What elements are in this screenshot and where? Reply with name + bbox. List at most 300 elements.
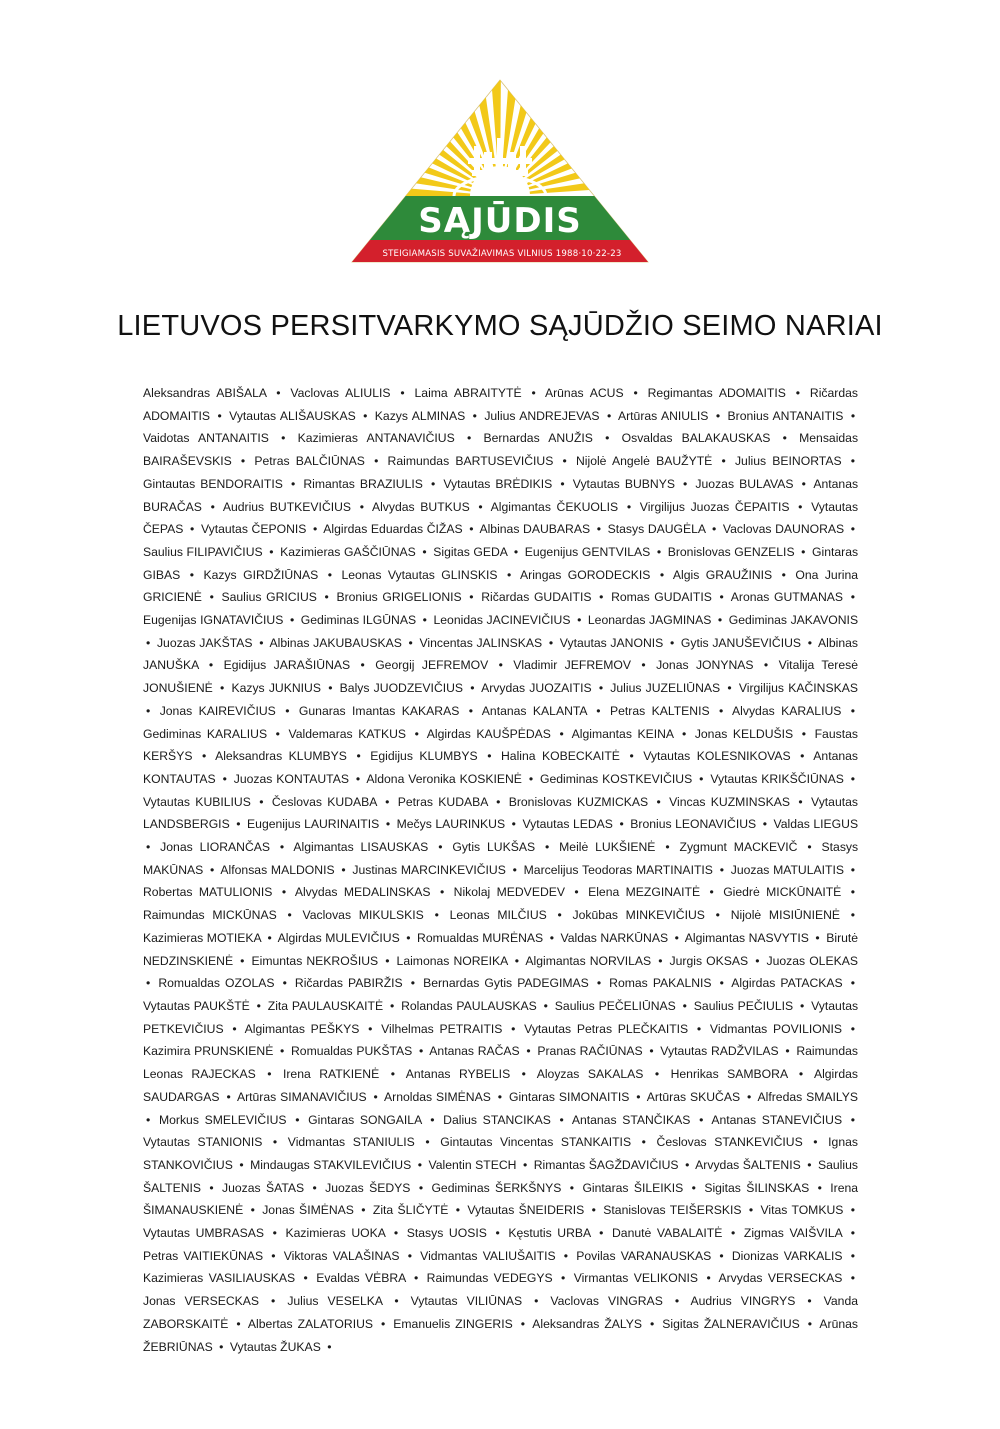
bullet-separator: • xyxy=(219,681,225,696)
bullet-separator: • xyxy=(285,703,290,718)
bullet-separator: • xyxy=(272,1226,277,1241)
bullet-separator: • xyxy=(598,681,604,696)
bullet-separator: • xyxy=(232,1021,237,1036)
bullet-separator: • xyxy=(259,794,264,809)
member-name: Gintaras ŠILEIKIS xyxy=(582,1180,684,1195)
member-name: Juozas MATULAITIS xyxy=(730,862,844,877)
member-name: Vytautas ČEPONIS xyxy=(200,522,307,537)
member-name: Albinas JAKUBAUSKAS xyxy=(269,635,402,650)
member-name: Ričardas PABIRŽIS xyxy=(294,976,403,991)
member-name: Henrikas SAMBORA xyxy=(670,1067,788,1082)
bullet-separator: • xyxy=(430,1112,435,1127)
bullet-separator: • xyxy=(209,1180,214,1195)
bullet-separator: • xyxy=(385,794,390,809)
bullet-separator: • xyxy=(511,1021,516,1036)
member-name: Antanas BURAČAS xyxy=(143,476,859,514)
bullet-separator: • xyxy=(748,1203,754,1218)
member-name: Vytautas ŠNEIDERIS xyxy=(467,1203,585,1218)
member-name: Petras KALTENIS xyxy=(609,703,710,718)
member-name: Vytautas LEDAS xyxy=(522,817,613,832)
member-name: Vytautas ČEPAS xyxy=(143,499,859,537)
member-name: Pranas RAČIŪNAS xyxy=(537,1044,643,1059)
bullet-separator: • xyxy=(731,1226,736,1241)
bullet-separator: • xyxy=(385,817,391,832)
bullet-separator: • xyxy=(210,862,215,877)
member-name: Bernardas Gytis PADEGIMAS xyxy=(423,976,589,991)
member-name: Bronislovas KUZMICKAS xyxy=(508,794,649,809)
member-name: Algimantas NORVILAS xyxy=(525,953,652,968)
bullet-separator: • xyxy=(850,976,856,991)
bullet-separator: • xyxy=(781,567,786,582)
member-name: Jonas JONYNAS xyxy=(656,658,754,673)
bullet-separator: • xyxy=(374,454,379,469)
bullet-separator: • xyxy=(719,862,724,877)
bullet-separator: • xyxy=(763,658,769,673)
member-name: Vytautas RADŽVILAS xyxy=(660,1044,779,1059)
bullet-separator: • xyxy=(817,1180,822,1195)
member-name: Alvydas BUTKUS xyxy=(371,499,470,514)
member-name: Vladimir JEFREMOV xyxy=(513,658,632,673)
bullet-separator: • xyxy=(715,908,720,923)
member-name: Eugenijas IGNATAVIČIUS xyxy=(143,613,284,628)
bullet-separator: • xyxy=(719,590,724,605)
bullet-separator: • xyxy=(559,1112,564,1127)
member-name: Gytis LUKŠAS xyxy=(452,840,536,855)
bullet-separator: • xyxy=(629,749,634,764)
member-name: Mečys LAURINKUS xyxy=(396,817,506,832)
bullet-separator: • xyxy=(699,771,704,786)
bullet-separator: • xyxy=(295,1112,300,1127)
bullet-separator: • xyxy=(271,1294,276,1309)
bullet-separator: • xyxy=(681,726,687,741)
member-name: Antanas STANEVIČIUS xyxy=(711,1112,843,1127)
member-name: Rimantas ŠAGŽDAVIČIUS xyxy=(533,1157,679,1172)
member-name: Eugenijus GENTVILAS xyxy=(524,544,651,559)
bullet-separator: • xyxy=(209,590,214,605)
bullet-separator: • xyxy=(472,408,477,423)
member-name: Jonas VERSECKAS xyxy=(143,1294,260,1309)
member-name: Bernardas ANUŽIS xyxy=(483,431,593,446)
bullet-separator: • xyxy=(146,1112,151,1127)
bullet-separator: • xyxy=(685,1157,690,1172)
bullet-separator: • xyxy=(498,658,503,673)
bullet-separator: • xyxy=(385,953,390,968)
bullet-separator: • xyxy=(619,817,624,832)
member-name: Danutė VABALAITĖ xyxy=(612,1226,723,1241)
member-name: Dalius STANCIKAS xyxy=(443,1112,551,1127)
bullet-separator: • xyxy=(656,794,661,809)
bullet-separator: • xyxy=(222,771,227,786)
member-name: Bronius ANTANAITIS xyxy=(727,408,844,423)
member-name: Jokūbas MINKEVIČIUS xyxy=(572,908,705,923)
member-name: Stasys DAUGĖLA xyxy=(607,522,706,537)
bullet-separator: • xyxy=(478,499,483,514)
bullet-separator: • xyxy=(341,862,346,877)
member-name: Raimundas MICKŪNAS xyxy=(143,908,277,923)
bullet-separator: • xyxy=(328,681,333,696)
bullet-separator: • xyxy=(418,1180,424,1195)
bullet-separator: • xyxy=(414,726,419,741)
member-name: Aringas GORODECKIS xyxy=(520,567,651,582)
member-name: Sigitas ŽALNERAVIČIUS xyxy=(662,1316,800,1331)
member-name: Halina KOBECKAITĖ xyxy=(500,749,620,764)
member-name: Julius VESELKA xyxy=(287,1294,383,1309)
member-name: Leonidas JACINEVIČIUS xyxy=(433,613,571,628)
bullet-separator: • xyxy=(747,1089,752,1104)
member-name: Leonas Vytautas GLINSKIS xyxy=(341,567,498,582)
member-name: Stanislovas TEIŠERSKIS xyxy=(603,1203,742,1218)
member-name: Dionizas VARKALIS xyxy=(731,1248,843,1263)
member-name: Emanuelis ZINGERIS xyxy=(393,1316,513,1331)
member-name: Vaclovas DAUNORAS xyxy=(722,522,845,537)
bullet-separator: • xyxy=(801,544,806,559)
bullet-separator: • xyxy=(208,658,214,673)
member-name: Birutė NEDZINSKIENĖ xyxy=(143,930,859,968)
bullet-separator: • xyxy=(236,817,241,832)
bullet-separator: • xyxy=(259,635,264,650)
bullet-separator: • xyxy=(189,567,194,582)
bullet-separator: • xyxy=(219,1339,224,1354)
bullet-separator: • xyxy=(287,908,292,923)
member-name: Antanas KONTAUTAS xyxy=(143,749,859,786)
bullet-separator: • xyxy=(807,1294,812,1309)
bullet-separator: • xyxy=(674,1294,680,1309)
bullet-separator: • xyxy=(422,544,427,559)
member-name: Antanas KALANTA xyxy=(481,703,587,718)
bullet-separator: • xyxy=(626,499,632,514)
member-name: Irena ŠIMANAUSKIENĖ xyxy=(143,1180,859,1218)
bullet-separator: • xyxy=(469,590,474,605)
member-name: Kazimira PRUNSKIENĖ xyxy=(143,1044,274,1059)
bullet-separator: • xyxy=(381,1316,386,1331)
bullet-separator: • xyxy=(561,1271,566,1286)
bullet-separator: • xyxy=(577,613,582,628)
member-name: Gediminas JAKAVONIS xyxy=(728,613,859,628)
member-name: Vaclovas MIKULSKIS xyxy=(302,908,424,923)
member-name: Meilė LUKŠIENĖ xyxy=(559,840,656,855)
member-name: Rimantas BRAZIULIS xyxy=(303,476,423,491)
member-name: Gintautas Vincentas STANKAITIS xyxy=(440,1135,632,1150)
bullet-separator: • xyxy=(190,522,195,537)
bullet-separator: • xyxy=(605,431,610,446)
member-name: Saulius PEČIULIS xyxy=(693,998,794,1013)
member-name: Artūras SKUČAS xyxy=(646,1089,741,1104)
bullet-separator: • xyxy=(469,522,474,537)
bullet-separator: • xyxy=(800,749,805,764)
bullet-separator: • xyxy=(798,1067,804,1082)
member-name: Ignas STANKOVIČIUS xyxy=(143,1135,858,1172)
member-name: Aldona Veronika KOSKIENĖ xyxy=(366,771,522,786)
member-name: Romualdas MURĖNAS xyxy=(417,930,544,945)
member-name: Aronas GUTMANAS xyxy=(730,590,844,605)
member-name: Viktoras VALAŠINAS xyxy=(283,1248,400,1263)
member-name: Algimantas KEINA xyxy=(571,726,674,741)
bullet-separator: • xyxy=(466,431,472,446)
member-name: Valdas NARKŪNAS xyxy=(560,930,669,945)
member-name: Mensaidas BAIRAŠEVSKIS xyxy=(143,431,859,469)
member-name: Kazimieras GAŠČIŪNAS xyxy=(280,544,416,559)
member-name: Gediminas KARALIUS xyxy=(143,726,268,741)
bullet-separator: • xyxy=(641,1135,646,1150)
member-name: Kazimieras UOKA xyxy=(285,1226,386,1241)
bullet-separator: • xyxy=(497,1089,503,1104)
bullet-separator: • xyxy=(850,862,856,877)
bullet-separator: • xyxy=(549,930,554,945)
bullet-separator: • xyxy=(359,499,364,514)
member-name: Vytautas UMBRASAS xyxy=(143,1226,264,1241)
member-name: Nikolaj MEDVEDEV xyxy=(453,885,566,900)
member-name: Egidijus JARAŠIŪNAS xyxy=(223,658,351,673)
member-name: Romualdas PUKŠTAS xyxy=(290,1044,413,1059)
bullet-separator: • xyxy=(520,1316,525,1331)
member-name: Arvydas ŠALTENIS xyxy=(695,1157,801,1172)
bullet-separator: • xyxy=(413,1271,419,1286)
member-name: Ričardas ADOMAITIS xyxy=(143,386,858,423)
bullet-separator: • xyxy=(422,613,427,628)
bullet-separator: • xyxy=(801,726,807,741)
bullet-separator: • xyxy=(633,386,638,400)
bullet-separator: • xyxy=(596,522,601,537)
bullet-separator: • xyxy=(269,544,274,559)
bullet-separator: • xyxy=(373,1089,378,1104)
bullet-separator: • xyxy=(850,1021,856,1036)
bullet-separator: • xyxy=(719,703,724,718)
member-name: Bronislovas GENZELIS xyxy=(667,544,795,559)
bullet-separator: • xyxy=(303,1271,308,1286)
bullet-separator: • xyxy=(406,930,411,945)
bullet-separator: • xyxy=(290,476,296,491)
member-name: Petras VAITIEKŪNAS xyxy=(143,1248,264,1263)
bullet-separator: • xyxy=(715,408,721,423)
member-name: Raimundas Leonas RAJECKAS xyxy=(143,1044,858,1082)
bullet-separator: • xyxy=(785,1044,790,1059)
bullet-separator: • xyxy=(438,840,443,855)
member-name: Albinas DAUBARAS xyxy=(479,522,591,537)
member-name: Justinas MARCINKEVIČIUS xyxy=(352,862,506,877)
member-name: Egidijus KLUMBYS xyxy=(370,749,478,764)
bullet-separator: • xyxy=(146,840,151,855)
member-name: Georgij JEFREMOV xyxy=(375,658,489,673)
bullet-separator: • xyxy=(850,1112,856,1127)
bullet-separator: • xyxy=(815,930,820,945)
bullet-separator: • xyxy=(271,1248,276,1263)
bullet-separator: • xyxy=(434,908,439,923)
bullet-separator: • xyxy=(755,953,760,968)
bullet-separator: • xyxy=(522,1157,528,1172)
bullet-separator: • xyxy=(470,681,475,696)
member-name: Arvydas VERSECKAS xyxy=(718,1271,843,1286)
member-name: Vaidotas ANTANAITIS xyxy=(143,431,269,446)
bullet-separator: • xyxy=(236,1316,241,1331)
bullet-separator: • xyxy=(239,1157,244,1172)
bullet-separator: • xyxy=(798,499,803,514)
member-name: Jurgis OKSAS xyxy=(669,953,749,968)
bullet-separator: • xyxy=(719,976,724,991)
bullet-separator: • xyxy=(468,703,474,718)
member-name: Alvydas MEDALINSKAS xyxy=(294,885,431,900)
member-name: Gunaras Imantas KAKARAS xyxy=(298,703,460,718)
member-name: Gintautas BENDORAITIS xyxy=(143,476,283,491)
bullet-separator: • xyxy=(799,998,805,1013)
member-name: Antanas RAČAS xyxy=(429,1044,520,1059)
member-name: Petras BALČIŪNAS xyxy=(254,454,365,469)
bullet-separator: • xyxy=(400,386,405,400)
member-name: Saulius FILIPAVIČIUS xyxy=(143,544,263,559)
members-list xyxy=(143,382,858,1358)
bullet-separator: • xyxy=(506,567,512,582)
bullet-separator: • xyxy=(691,1180,696,1195)
bullet-separator: • xyxy=(356,749,361,764)
member-name: Juozas ŠEDYS xyxy=(325,1180,411,1195)
member-name: Gintaras GIBAS xyxy=(143,544,859,582)
member-name: Morkus SMELEVIČIUS xyxy=(158,1112,287,1127)
member-name: Saulius PEČELIŪNAS xyxy=(554,998,676,1013)
member-name: Zita PAULAUSKAITĖ xyxy=(267,998,384,1013)
member-name: Artūras SIMANAVIČIUS xyxy=(236,1089,367,1104)
member-name: Vytautas ŽUKAS xyxy=(229,1339,321,1354)
member-name: Jonas LIORANČAS xyxy=(160,840,271,855)
member-name: Juozas OLEKAS xyxy=(766,953,858,968)
bullet-separator: • xyxy=(240,953,245,968)
bullet-separator: • xyxy=(795,386,801,400)
member-name: Vytautas KRIKŠČIŪNAS xyxy=(710,771,844,786)
member-name: Sigitas ŠILINSKAS xyxy=(704,1180,810,1195)
member-name: Algirdas KAUŠPĖDAS xyxy=(426,726,551,741)
bullet-separator: • xyxy=(272,1135,278,1150)
bullet-separator: • xyxy=(267,1067,272,1082)
member-name: Vytautas JANONIS xyxy=(559,635,664,650)
member-name: Algis GRAUŽINIS xyxy=(672,567,773,582)
bullet-separator: • xyxy=(649,1044,654,1059)
member-name: Nijolė Angelė BAUŽYTĖ xyxy=(575,454,713,469)
bullet-separator: • xyxy=(717,613,723,628)
bullet-separator: • xyxy=(327,1339,332,1354)
bullet-separator: • xyxy=(417,1157,423,1172)
bullet-separator: • xyxy=(782,431,787,446)
bullet-separator: • xyxy=(313,522,318,537)
member-name: Juozas ŠATAS xyxy=(222,1180,305,1195)
bullet-separator: • xyxy=(560,476,565,491)
bullet-separator: • xyxy=(850,703,856,718)
member-name: Romas PAKALNIS xyxy=(609,976,712,991)
member-name: Virmantas VELIKONIS xyxy=(573,1271,699,1286)
bullet-separator: • xyxy=(146,703,151,718)
bullet-separator: • xyxy=(361,1203,366,1218)
bullet-separator: • xyxy=(850,1226,855,1241)
bullet-separator: • xyxy=(599,590,604,605)
bullet-separator: • xyxy=(250,1203,255,1218)
member-name: Bronius LEONAVIČIUS xyxy=(630,817,757,832)
bullet-separator: • xyxy=(226,1089,231,1104)
member-name: Algimantas NASVYTIS xyxy=(684,930,809,945)
member-name: Vytautas BUBNYS xyxy=(572,476,675,491)
member-name: Regimantas ADOMAITIS xyxy=(647,386,786,400)
member-name: Nijolė MISIŪNIENĖ xyxy=(730,908,841,923)
member-name: Antanas STANČIKAS xyxy=(571,1112,691,1127)
member-name: Faustas KERŠYS xyxy=(143,726,858,764)
sajudis-logo xyxy=(350,78,650,264)
member-name: Artūras ANIULIS xyxy=(617,408,709,423)
bullet-separator: • xyxy=(279,840,285,855)
bullet-separator: • xyxy=(727,681,732,696)
member-name: Kazimieras MOTIEKA xyxy=(143,930,261,945)
bullet-separator: • xyxy=(658,953,663,968)
bullet-separator: • xyxy=(389,998,395,1013)
bullet-separator: • xyxy=(807,635,812,650)
member-name: Gintaras SIMONAITIS xyxy=(508,1089,630,1104)
member-name: Alvydas KARALIUS xyxy=(732,703,842,718)
bullet-separator: • xyxy=(682,998,687,1013)
member-name: Laimonas NOREIKA xyxy=(396,953,508,968)
member-name: Albertas ZALATORIUS xyxy=(247,1316,374,1331)
bullet-separator: • xyxy=(425,1135,430,1150)
bullet-separator: • xyxy=(574,885,579,900)
logo-name: SĄJŪDIS xyxy=(418,201,582,241)
member-name: Vytautas STANIONIS xyxy=(143,1135,263,1150)
bullet-separator: • xyxy=(280,1044,285,1059)
bullet-separator: • xyxy=(201,749,207,764)
bullet-separator: • xyxy=(674,930,679,945)
bullet-separator: • xyxy=(439,885,445,900)
member-name: Arūnas ACUS xyxy=(544,386,624,400)
bullet-separator: • xyxy=(410,976,416,991)
bullet-separator: • xyxy=(596,703,601,718)
bullet-separator: • xyxy=(276,386,281,400)
member-name: Rolandas PAULAUSKAS xyxy=(401,998,537,1013)
bullet-separator: • xyxy=(324,590,329,605)
member-name: Ričardas GUDAITIS xyxy=(481,590,592,605)
bullet-separator: • xyxy=(709,885,714,900)
bullet-separator: • xyxy=(850,408,856,423)
bullet-separator: • xyxy=(355,771,361,786)
member-name: Vytautas PETKEVIČIUS xyxy=(143,998,859,1036)
member-name: Algimantas LISAUSKAS xyxy=(293,840,429,855)
member-name: Kazimieras ANTANAVIČIUS xyxy=(297,431,455,446)
bullet-separator: • xyxy=(146,976,151,991)
bullet-separator: • xyxy=(798,794,803,809)
member-name: Sigitas GEDA xyxy=(433,544,508,559)
member-name: Juozas JAKŠTAS xyxy=(156,635,253,650)
member-name: Česlovas STANKEVIČIUS xyxy=(656,1135,803,1150)
member-name: Kęstutis URBA xyxy=(508,1226,591,1241)
member-name: Zita ŠLIČYTĖ xyxy=(372,1203,449,1218)
member-name: Juozas BULAVAS xyxy=(695,476,794,491)
member-name: Balys JUODZEVIČIUS xyxy=(339,681,464,696)
member-name: Romualdas OZOLAS xyxy=(158,976,275,991)
bullet-separator: • xyxy=(719,1248,724,1263)
member-name: Vytautas KUBILIUS xyxy=(143,794,251,809)
member-name: Vaclovas ALIULIS xyxy=(290,386,391,400)
member-name: Gediminas KOSTKEVIČIUS xyxy=(540,771,693,786)
member-name: Valdemaras KATKUS xyxy=(288,726,407,741)
member-name: Laima ABRAITYTĖ xyxy=(414,386,522,400)
logo-banner: STEIGIAMASIS SUVAŽIAVIMAS VILNIUS 1988·10·22-23 xyxy=(382,249,622,259)
member-name: Vaclovas VINGRAS xyxy=(550,1294,663,1309)
member-name: Leonas MILČIUS xyxy=(449,908,547,923)
member-name: Virgilijus Juozas ČEPAITIS xyxy=(639,499,790,514)
member-name: Algirdas Eduardas ČIŽAS xyxy=(323,522,463,537)
bullet-separator: • xyxy=(801,476,806,491)
member-name: Algimantas PEŠKYS xyxy=(244,1021,360,1036)
member-name: Saulius GRICIUS xyxy=(221,590,317,605)
bullet-separator: • xyxy=(289,613,295,628)
bullet-separator: • xyxy=(807,1316,813,1331)
bullet-separator: • xyxy=(430,476,436,491)
member-name: Gediminas ŠERKŠNYS xyxy=(431,1180,562,1195)
bullet-separator: • xyxy=(654,1067,660,1082)
member-name: Valdas LIEGUS xyxy=(773,817,859,832)
bullet-separator: • xyxy=(327,567,332,582)
